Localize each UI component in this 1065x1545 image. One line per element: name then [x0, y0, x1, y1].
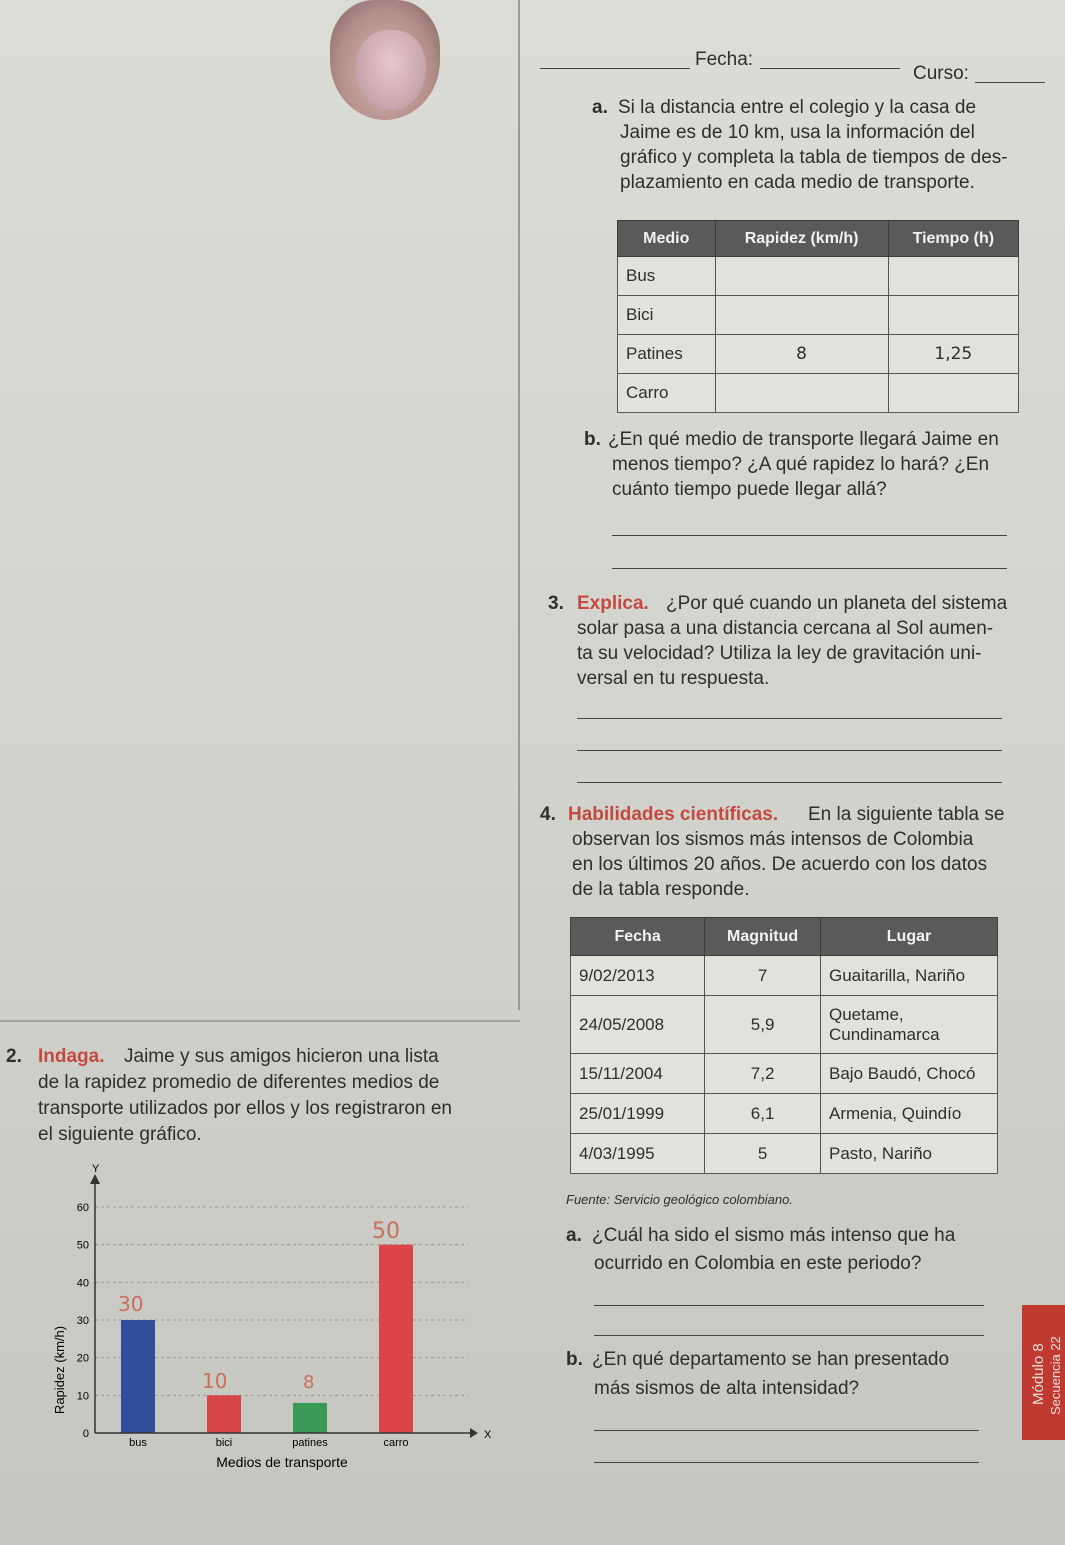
cell-tiempo[interactable] — [888, 296, 1018, 335]
y-tick-label: 10 — [76, 1390, 89, 1403]
fecha-underline — [760, 68, 900, 69]
handwritten-10: 10 — [202, 1369, 228, 1393]
cell-rapidez[interactable] — [715, 257, 888, 296]
q3-line-4: versal en tu respuesta. — [577, 668, 770, 689]
earthquake-table — [570, 917, 998, 1174]
section-divider — [0, 1020, 520, 1022]
category-label: patines — [292, 1437, 328, 1449]
table-row — [618, 374, 1019, 413]
q4-line-1: En la siguiente tabla se — [808, 804, 1005, 825]
q4b-line-2: más sismos de alta intensidad? — [594, 1378, 860, 1399]
cell-medio: Patines — [618, 335, 716, 374]
q4a-line-1: ¿Cuál ha sido el sismo más intenso que ha — [592, 1225, 956, 1246]
cell-rapidez[interactable] — [715, 296, 888, 335]
answer-line[interactable] — [594, 1335, 984, 1336]
th-lugar: Lugar — [821, 918, 998, 956]
q4b-line-1: ¿En qué departamento se han presentado — [592, 1349, 950, 1370]
cell-magnitud: 7,2 — [705, 1054, 821, 1094]
q3-number: 3. — [548, 593, 564, 614]
bar-carro — [379, 1245, 413, 1433]
table-row — [571, 1134, 998, 1174]
q-b-line-2: menos tiempo? ¿A qué rapidez lo hará? ¿En — [612, 454, 990, 475]
answer-line[interactable] — [594, 1305, 984, 1306]
category-label: bici — [215, 1437, 233, 1449]
cell-magnitud: 6,1 — [705, 1094, 821, 1134]
y-axis-letter: Y — [92, 1163, 100, 1175]
th-magnitud: Magnitud — [705, 918, 821, 956]
q2-line-4: el siguiente gráfico. — [38, 1124, 202, 1145]
module-label: Módulo 8 — [1030, 1343, 1047, 1405]
q-a-line-4: plazamiento en cada medio de transporte. — [620, 172, 975, 193]
column-divider — [518, 0, 520, 1010]
category-label: bus — [129, 1437, 147, 1449]
y-axis-arrow — [90, 1174, 100, 1184]
q3-keyword: Explica. — [577, 593, 649, 614]
cell-fecha: 9/02/2013 — [571, 956, 705, 996]
q-b-line-3: cuánto tiempo puede llegar allá? — [612, 479, 887, 500]
y-tick-label: 50 — [76, 1239, 89, 1252]
x-axis-label: Medios de transporte — [216, 1454, 348, 1470]
chart-categories — [129, 1437, 408, 1449]
cell-tiempo-handwritten[interactable]: 1,25 — [888, 335, 1018, 374]
chart-bars — [121, 1245, 413, 1433]
q-b-letter: b. — [584, 429, 601, 450]
x-axis-letter: X — [484, 1429, 492, 1441]
cell-lugar: Quetame, Cundinamarca — [821, 996, 998, 1054]
bar-patines — [293, 1403, 327, 1433]
q2-line-3: transporte utilizados por ellos y los registraron en — [38, 1098, 452, 1119]
q3-line-3: ta su velocidad? Utiliza la ley de gravitación uni- — [577, 643, 982, 664]
y-tick-label: 40 — [76, 1277, 89, 1290]
fingernail-photo — [356, 30, 426, 110]
cell-medio: Bus — [618, 257, 716, 296]
y-tick-label: 20 — [76, 1352, 89, 1365]
curso-underline — [975, 82, 1045, 83]
cell-lugar: Pasto, Nariño — [821, 1134, 998, 1174]
cell-fecha: 4/03/1995 — [571, 1134, 705, 1174]
q-a-letter: a. — [592, 97, 608, 118]
th-rapidez: Rapidez (km/h) — [715, 221, 888, 257]
table-row — [571, 1054, 998, 1094]
q4a-letter: a. — [566, 1225, 582, 1246]
th-medio: Medio — [618, 221, 716, 257]
table-row — [618, 296, 1019, 335]
handwritten-30: 30 — [118, 1292, 144, 1316]
cell-lugar: Armenia, Quindío — [821, 1094, 998, 1134]
handwritten-50: 50 — [372, 1219, 400, 1244]
cell-tiempo[interactable] — [888, 257, 1018, 296]
speed-bar-chart — [0, 1160, 520, 1480]
cell-magnitud: 5 — [705, 1134, 821, 1174]
fecha-label: Fecha: — [695, 49, 754, 70]
th-tiempo: Tiempo (h) — [888, 221, 1018, 257]
cell-fecha: 15/11/2004 — [571, 1054, 705, 1094]
q-a-line-2: Jaime es de 10 km, usa la información del — [620, 122, 975, 143]
answer-line[interactable] — [594, 1430, 979, 1431]
q-a-line-3: gráfico y completa la tabla de tiempos de des- — [620, 147, 1008, 168]
cell-fecha: 25/01/1999 — [571, 1094, 705, 1134]
q4a-line-2: ocurrido en Colombia en este periodo? — [594, 1253, 922, 1274]
cell-rapidez[interactable] — [715, 374, 888, 413]
cell-lugar: Bajo Baudó, Chocó — [821, 1054, 998, 1094]
answer-line[interactable] — [594, 1462, 979, 1463]
handwritten-8: 8 — [303, 1372, 315, 1393]
q4-keyword: Habilidades científicas. — [568, 804, 779, 825]
curso-label: Curso: — [913, 63, 969, 84]
q2-number: 2. — [6, 1046, 22, 1067]
q3-line-1: ¿Por qué cuando un planeta del sistema — [666, 593, 1008, 614]
q4-line-3: en los últimos 20 años. De acuerdo con los datos — [572, 854, 988, 875]
q4b-letter: b. — [566, 1349, 583, 1370]
y-axis-label: Rapidez (km/h) — [52, 1325, 67, 1415]
cell-medio: Carro — [618, 374, 716, 413]
table-source: Fuente: Servicio geológico colombiano. — [566, 1192, 793, 1207]
answer-line[interactable] — [612, 568, 1007, 569]
q2-keyword: Indaga. — [38, 1046, 105, 1067]
q4-number: 4. — [540, 804, 556, 825]
sequence-label: Secuencia 22 — [1048, 1336, 1063, 1415]
th-fecha: Fecha — [571, 918, 705, 956]
speed-time-table — [617, 220, 1019, 413]
answer-line[interactable] — [577, 750, 1002, 751]
y-tick-label: 60 — [76, 1202, 89, 1214]
x-axis-arrow — [470, 1428, 478, 1438]
bar-bus — [121, 1320, 155, 1433]
table-row — [571, 956, 998, 996]
name-underline — [540, 68, 690, 69]
y-tick-label: 30 — [76, 1315, 89, 1327]
answer-line[interactable] — [577, 718, 1002, 719]
answer-line[interactable] — [577, 782, 1002, 783]
chart-ticks — [77, 1202, 89, 1440]
module-side-tab — [1022, 1305, 1065, 1440]
q-a-line-1: Si la distancia entre el colegio y la casa de — [618, 97, 977, 118]
answer-line[interactable] — [612, 535, 1007, 536]
y-tick-label: 0 — [82, 1428, 89, 1440]
q3-line-2: solar pasa a una distancia cercana al Sol aumen- — [577, 618, 994, 639]
q4-line-4: de la tabla responde. — [572, 879, 750, 900]
cell-magnitud: 5,9 — [705, 996, 821, 1054]
cell-fecha: 24/05/2008 — [571, 996, 705, 1054]
q4-line-2: observan los sismos más intensos de Colombia — [572, 829, 974, 850]
table-row — [618, 257, 1019, 296]
cell-magnitud: 7 — [705, 956, 821, 996]
q2-line-1: Jaime y sus amigos hicieron una lista — [124, 1046, 439, 1067]
cell-medio: Bici — [618, 296, 716, 335]
cell-rapidez-handwritten[interactable]: 8 — [715, 335, 888, 374]
q-b-line-1: ¿En qué medio de transporte llegará Jaime en — [608, 429, 999, 450]
cell-tiempo[interactable] — [888, 374, 1018, 413]
bar-bici — [207, 1395, 241, 1433]
table-row — [571, 996, 998, 1054]
table-row — [571, 1094, 998, 1134]
table-row — [618, 335, 1019, 374]
cell-lugar: Guaitarilla, Nariño — [821, 956, 998, 996]
q2-line-2: de la rapidez promedio de diferentes medios de — [38, 1072, 440, 1093]
category-label: carro — [383, 1437, 409, 1449]
